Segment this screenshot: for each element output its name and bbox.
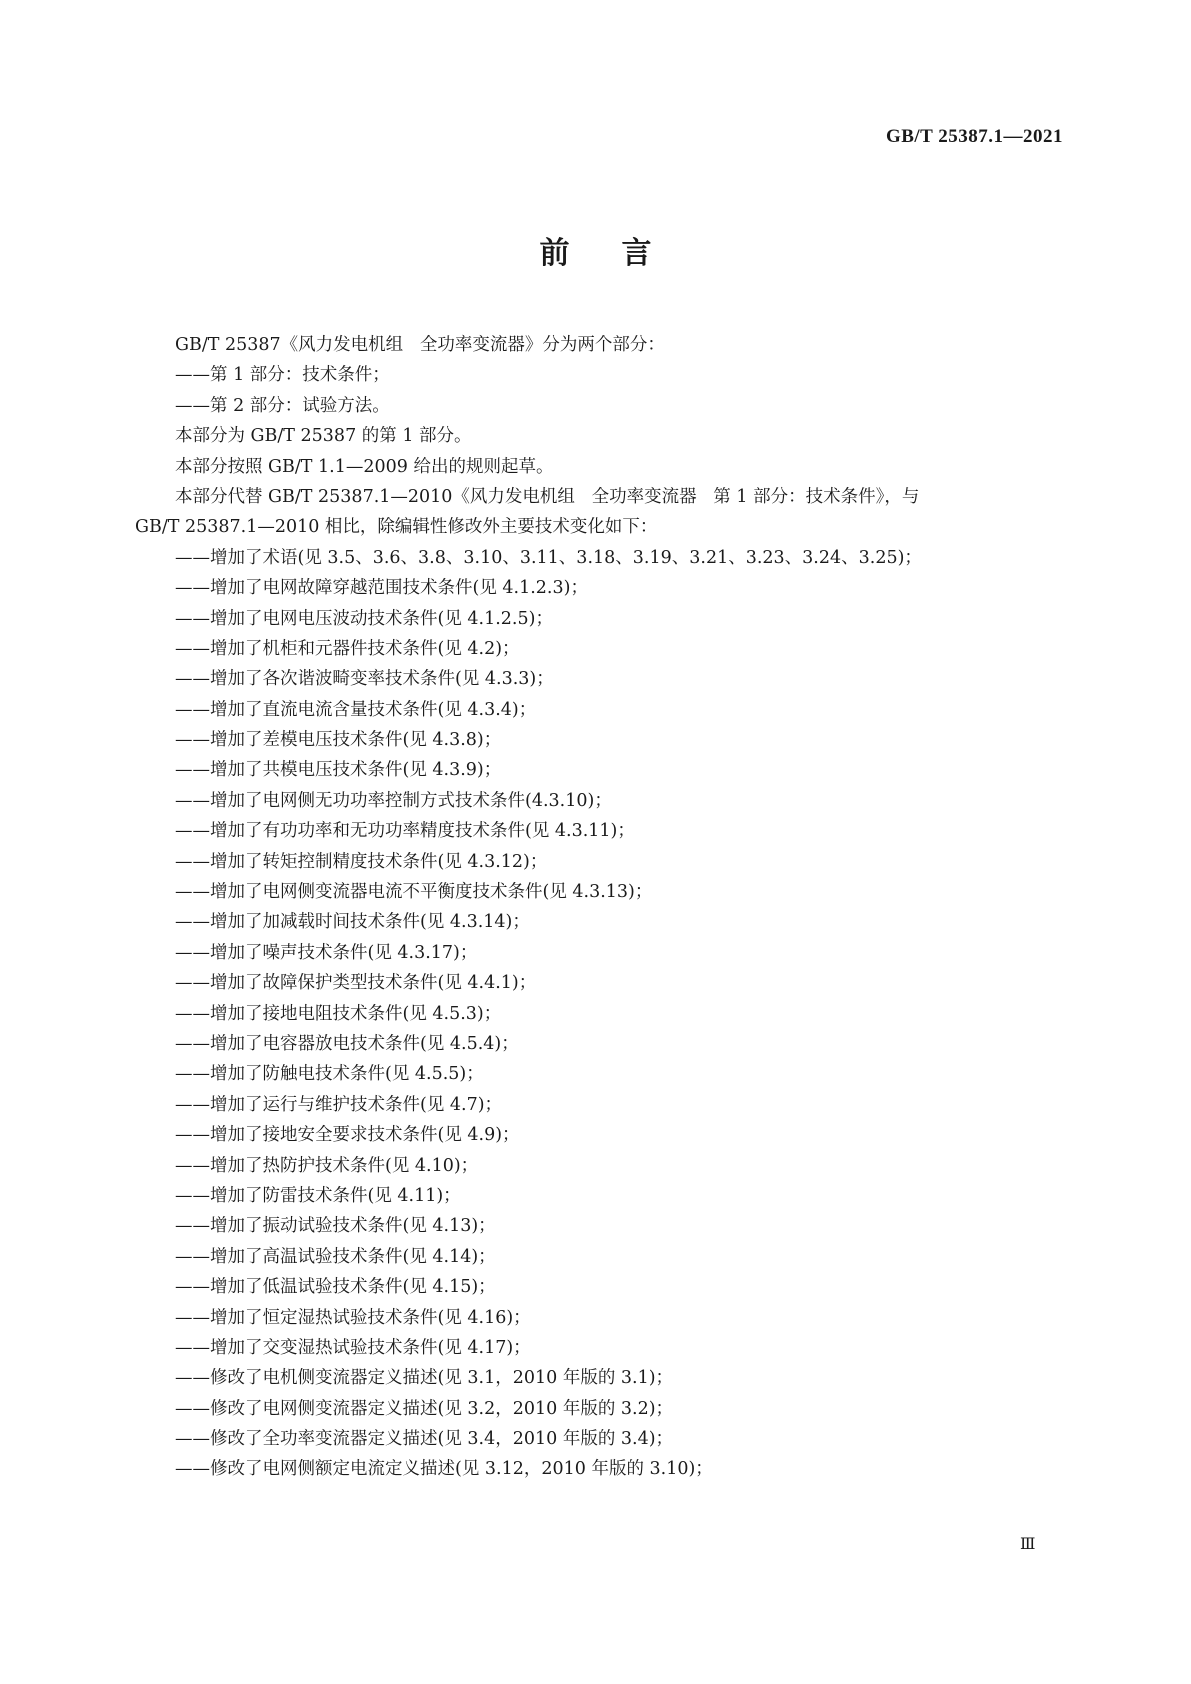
change-item: ——增加了运行与维护技术条件(见 4.7)； xyxy=(175,1094,503,1115)
change-item: ——增加了接地安全要求技术条件(见 4.9)； xyxy=(175,1125,520,1146)
change-item: ——增加了恒定湿热试验技术条件(见 4.16)； xyxy=(175,1307,531,1328)
intro-line: GB/T 25387《风力发电机组 全功率变流器》分为两个部分： xyxy=(175,335,665,355)
change-item: ——修改了电机侧变流器定义描述(见 3.1，2010 年版的 3.1)； xyxy=(175,1368,674,1389)
change-item: ——增加了交变湿热试验技术条件(见 4.17)； xyxy=(175,1337,531,1358)
standard-code: GB/T 25387.1—2021 xyxy=(885,126,1063,147)
intro-line: ——第 2 部分：试验方法。 xyxy=(175,395,390,416)
change-item: ——增加了电网侧变流器电流不平衡度技术条件(见 4.3.13)； xyxy=(175,882,653,903)
change-item: ——增加了防触电技术条件(见 4.5.5)； xyxy=(175,1064,484,1085)
change-item: ——增加了接地电阻技术条件(见 4.5.3)； xyxy=(175,1003,502,1024)
intro-line: 本部分代替 GB/T 25387.1—2010《风力发电机组 全功率变流器 第 1 部分：技术条件》，与 xyxy=(175,486,920,507)
intro-line: ——第 1 部分：技术条件； xyxy=(175,365,390,386)
change-item: ——增加了热防护技术条件(见 4.10)； xyxy=(175,1155,479,1176)
intro-line: 本部分为 GB/T 25387 的第 1 部分。 xyxy=(175,426,472,447)
change-item: ——增加了共模电压技术条件(见 4.3.9)； xyxy=(175,760,502,781)
intro-line: 本部分按照 GB/T 1.1—2009 给出的规则起草。 xyxy=(175,456,554,477)
change-item: ——增加了噪声技术条件(见 4.3.17)； xyxy=(175,942,478,963)
change-item: ——增加了低温试验技术条件(见 4.15)； xyxy=(175,1277,496,1298)
change-item: ——增加了高温试验技术条件(见 4.14)； xyxy=(175,1246,496,1267)
change-item: ——增加了术语(见 3.5、3.6、3.8、3.10、3.11、3.18、3.19、3.21、3.23、3.24、3.25)； xyxy=(175,547,922,568)
change-item: ——增加了转矩控制精度技术条件(见 4.3.12)； xyxy=(175,851,548,872)
preface-body xyxy=(135,330,1055,1485)
change-item: ——增加了电网故障穿越范围技术条件(见 4.1.2.3)； xyxy=(175,578,588,599)
change-item: ——增加了电网侧无功功率控制方式技术条件(4.3.10)； xyxy=(175,790,612,811)
change-item: ——增加了防雷技术条件(见 4.11)； xyxy=(175,1185,461,1206)
change-item: ——增加了振动试验技术条件(见 4.13)； xyxy=(175,1216,496,1237)
change-item: ——增加了加减载时间技术条件(见 4.3.14)； xyxy=(175,912,530,933)
intro-continuation: GB/T 25387.1—2010 相比，除编辑性修改外主要技术变化如下： xyxy=(135,517,658,538)
change-item: ——增加了各次谐波畸变率技术条件(见 4.3.3)； xyxy=(175,669,554,690)
change-item: ——增加了差模电压技术条件(见 4.3.8)； xyxy=(175,730,502,751)
changes-list xyxy=(135,543,1055,1485)
change-item: ——修改了全功率变流器定义描述(见 3.4，2010 年版的 3.4)； xyxy=(175,1429,674,1450)
change-item: ——增加了电容器放电技术条件(见 4.5.4)； xyxy=(175,1033,519,1054)
change-item: ——增加了机柜和元器件技术条件(见 4.2)； xyxy=(175,638,520,659)
change-item: ——增加了电网电压波动技术条件(见 4.1.2.5)； xyxy=(175,608,553,629)
change-item: ——修改了电网侧额定电流定义描述(见 3.12，2010 年版的 3.10)； xyxy=(175,1459,713,1480)
change-item: ——增加了故障保护类型技术条件(见 4.4.1)； xyxy=(175,973,537,994)
change-item: ——增加了直流电流含量技术条件(见 4.3.4)； xyxy=(175,699,537,720)
page-number: Ⅲ xyxy=(1020,1536,1036,1553)
page-title: 前言 xyxy=(539,236,704,271)
change-item: ——修改了电网侧变流器定义描述(见 3.2，2010 年版的 3.2)； xyxy=(175,1398,674,1419)
change-item: ——增加了有功功率和无功功率精度技术条件(见 4.3.11)； xyxy=(175,821,635,842)
